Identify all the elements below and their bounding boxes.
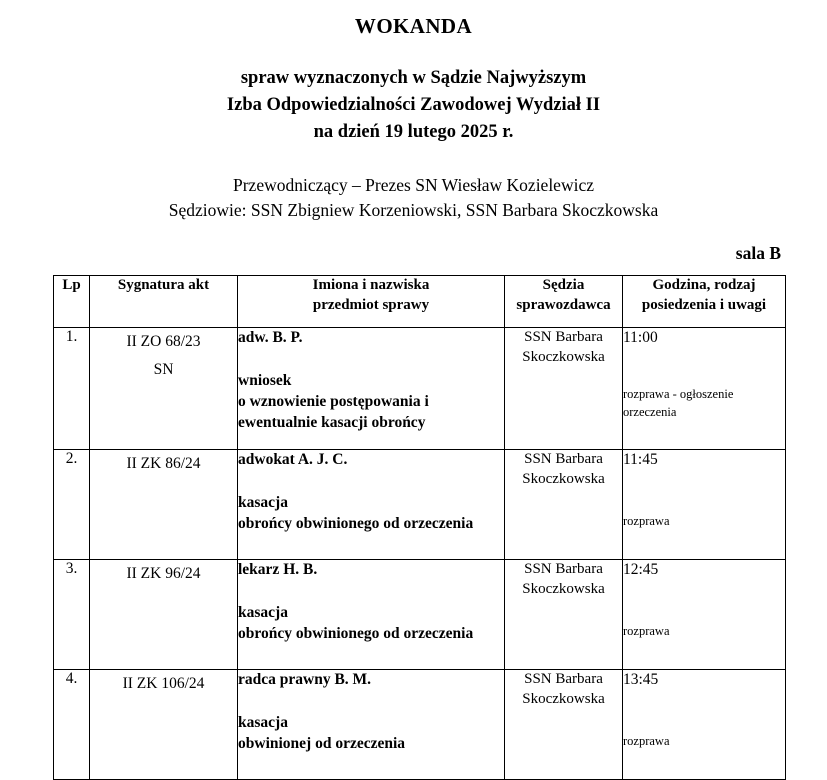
signature-value: II ZK 86/24: [126, 455, 201, 473]
table-row: [54, 560, 786, 670]
cell-subject: [238, 560, 505, 670]
column-header-lp-label: Lp: [62, 277, 81, 294]
cell-signature: [90, 560, 238, 670]
column-header-time-line-1: Godzina, rodzaj: [652, 277, 756, 294]
subject-line: wniosek: [238, 372, 292, 390]
signature-value: II ZO 68/23: [126, 333, 201, 351]
subject-matter: [238, 371, 504, 434]
cell-time: [623, 670, 786, 780]
signature-sub: SN: [153, 360, 174, 378]
note-line: rozprawa: [623, 623, 670, 638]
hearing-notes: [623, 512, 785, 530]
hearing-notes: [623, 732, 785, 750]
cell-time: [623, 450, 786, 560]
column-header-subject: [238, 276, 505, 328]
cell-signature: [90, 670, 238, 780]
cell-lp: 1.: [54, 328, 90, 450]
cell-signature: [90, 450, 238, 560]
cell-judge: [505, 450, 623, 560]
subject-line: kasacja: [238, 494, 288, 512]
subject-matter: [238, 493, 504, 535]
note-line: rozprawa: [623, 733, 670, 748]
cell-subject: [238, 450, 505, 560]
page-title: WOKANDA: [354, 14, 473, 38]
table-row: [54, 450, 786, 560]
column-header-judge-line-1: Sędzia: [542, 277, 585, 294]
table-row: [54, 670, 786, 780]
note-line: rozprawa: [623, 513, 670, 528]
party-name: radca prawny B. M.: [238, 671, 372, 689]
cell-subject: [238, 328, 505, 450]
cell-lp: 4.: [54, 670, 90, 780]
party-name: adw. B. P.: [238, 329, 303, 347]
hearing-notes: [623, 622, 785, 640]
cell-signature: [90, 328, 238, 450]
column-header-judge: [505, 276, 623, 328]
cell-lp: 3.: [54, 560, 90, 670]
column-header-signature: [90, 276, 238, 328]
subtitle-line-2: Izba Odpowiedzialności Zawodowej Wydział II: [226, 95, 601, 115]
subject-line: kasacja: [238, 714, 288, 732]
subtitle-line-3: na dzień 19 lutego 2025 r.: [313, 121, 514, 142]
hearing-time: 11:00: [623, 329, 658, 347]
docket-table-wrapper: [0, 275, 827, 780]
signature-value: II ZK 106/24: [122, 675, 205, 693]
hearing-time: 13:45: [623, 671, 659, 689]
presiding-judge-line: Przewodniczący – Prezes SN Wiesław Kozielewicz: [233, 174, 594, 195]
note-line: rozprawa - ogłoszenie: [623, 386, 734, 401]
column-header-time-line-2: posiedzenia i uwagi: [641, 296, 767, 313]
column-header-subject-line-1: Imiona i nazwiska: [312, 277, 430, 294]
cell-judge: [505, 670, 623, 780]
subject-matter: [238, 713, 504, 755]
judge-line-1: SSN Barbara: [524, 329, 603, 346]
note-line: orzeczenia: [623, 404, 677, 419]
column-header-judge-line-2: sprawozdawca: [516, 296, 611, 313]
associate-judges-line: Sędziowie: SSN Zbigniew Korzeniowski, SSN Barbara Skoczkowska: [168, 200, 659, 220]
table-header-row: [54, 276, 786, 328]
subject-line: obrońcy obwinionego od orzeczenia: [238, 515, 474, 533]
cell-time: [623, 328, 786, 450]
table-body: [54, 328, 786, 780]
judicial-panel: [0, 173, 827, 224]
docket-table: [53, 275, 786, 780]
cell-judge: [505, 560, 623, 670]
subject-line: obrońcy obwinionego od orzeczenia: [238, 625, 474, 643]
subject-line: obwinionej od orzeczenia: [238, 735, 406, 753]
hearing-time: 12:45: [623, 561, 659, 579]
cell-lp: 2.: [54, 450, 90, 560]
column-header-subject-line-2: przedmiot sprawy: [312, 296, 430, 313]
cell-judge: [505, 328, 623, 450]
table-row: [54, 328, 786, 450]
judge-line-1: SSN Barbara: [524, 671, 603, 688]
subject-matter: [238, 603, 504, 645]
subject-line: ewentualnie kasacji obrońcy: [238, 414, 426, 432]
judge-line-2: Skoczkowska: [522, 581, 605, 598]
subject-line: kasacja: [238, 604, 288, 622]
document-header: [0, 0, 827, 223]
signature-value: II ZK 96/24: [126, 565, 201, 583]
hearing-time: 11:45: [623, 451, 658, 469]
courtroom-label: sala B: [735, 243, 781, 264]
column-header-lp: [54, 276, 90, 328]
cell-time: [623, 560, 786, 670]
judge-line-2: Skoczkowska: [522, 471, 605, 488]
party-name: lekarz H. B.: [238, 561, 318, 579]
party-name: adwokat A. J. C.: [238, 451, 348, 469]
subtitle-line-1: spraw wyznaczonych w Sądzie Najwyższym: [240, 68, 587, 89]
column-header-time: [623, 276, 786, 328]
document-subtitle: [0, 65, 827, 145]
column-header-signature-label: Sygnatura akt: [117, 277, 210, 294]
subject-line: o wznowienie postępowania i: [238, 393, 429, 411]
cell-subject: [238, 670, 505, 780]
judge-line-1: SSN Barbara: [524, 561, 603, 578]
judge-line-2: Skoczkowska: [522, 349, 605, 366]
table-header: [54, 276, 786, 328]
judge-line-2: Skoczkowska: [522, 691, 605, 708]
judge-line-1: SSN Barbara: [524, 451, 603, 468]
hearing-notes: [623, 385, 785, 421]
